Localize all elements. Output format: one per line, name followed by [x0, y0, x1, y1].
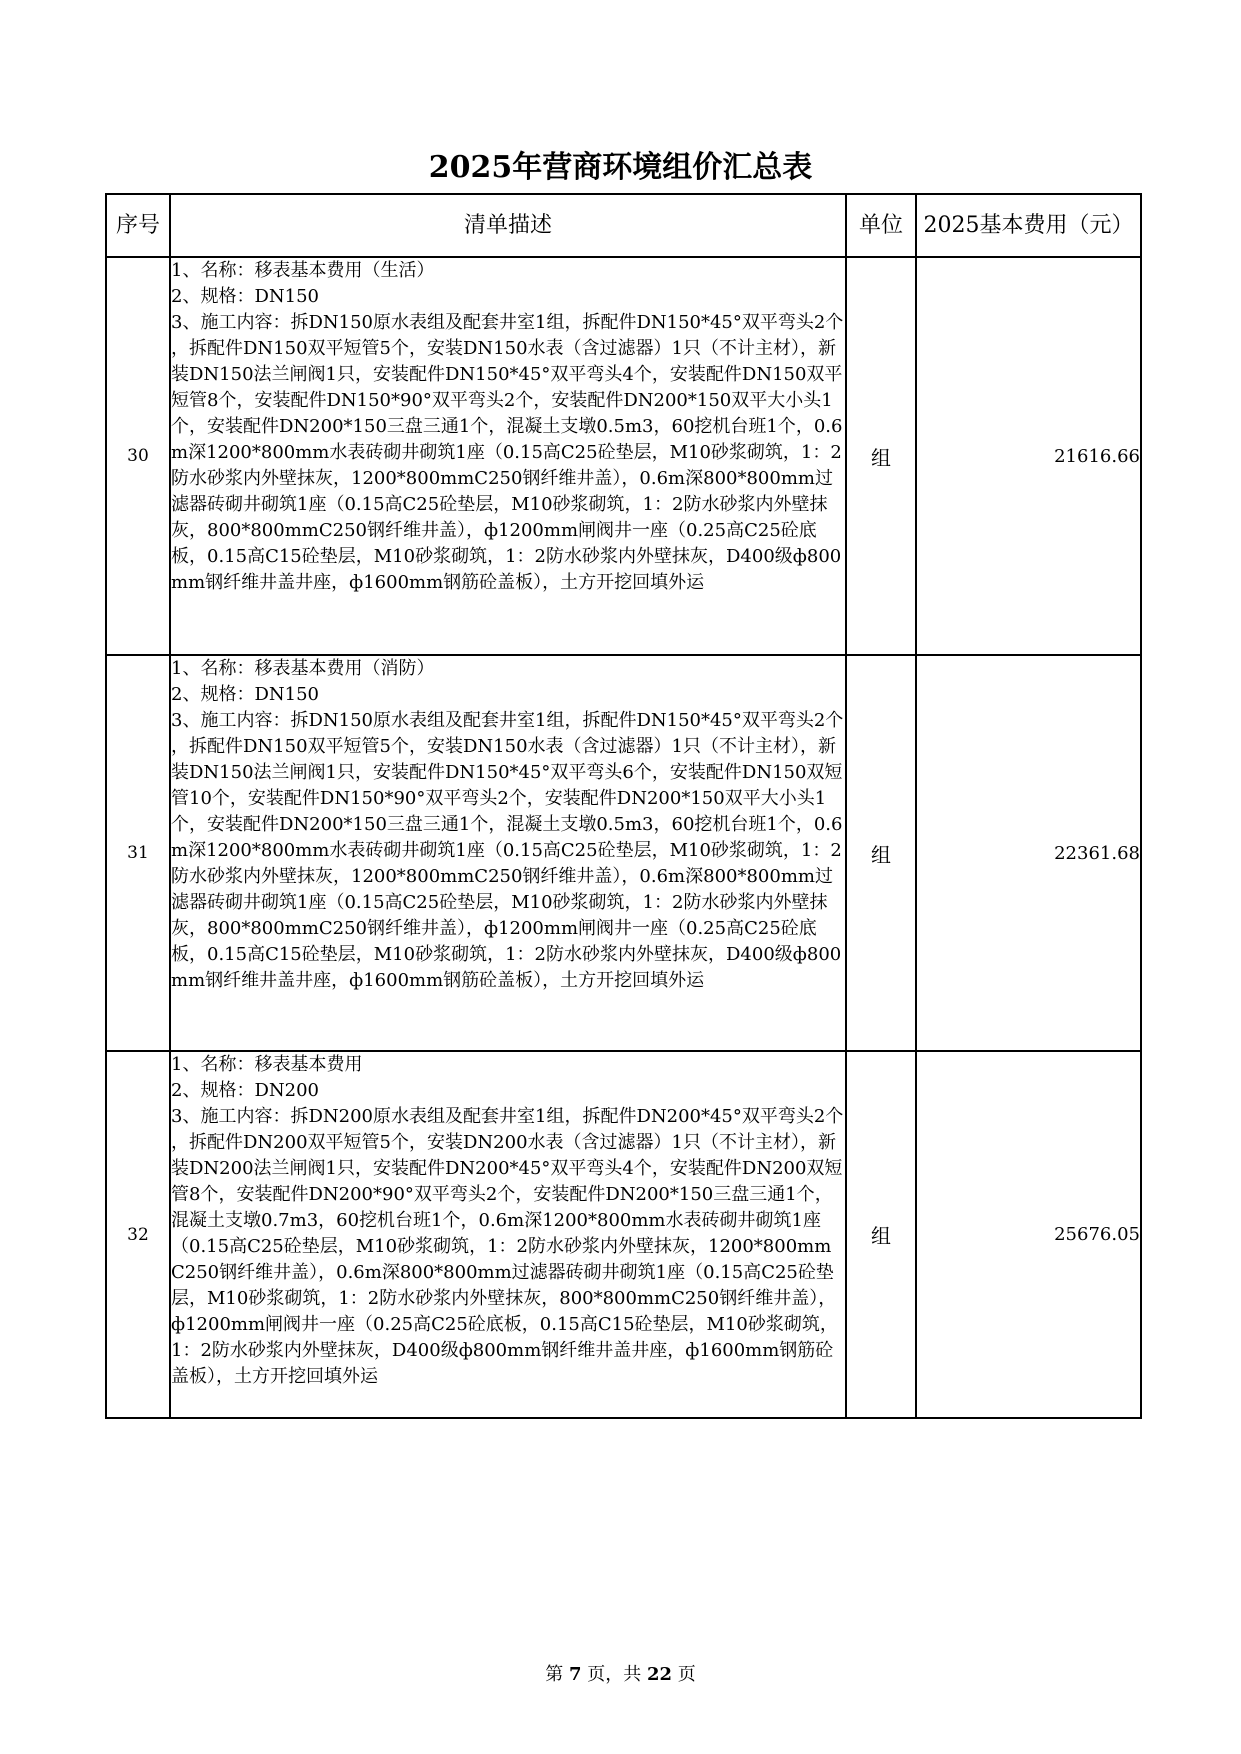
- table-row: [106, 257, 1141, 655]
- header-serial-no: 序号: [106, 194, 170, 257]
- desc-work-line: 3、施工内容：拆DN150原水表组及配套井室1组，拆配件DN150*45°双平弯头2个 ，拆配件DN150双平短管5个，安装DN150水表（含过滤器）1只（不计主材），新装DN150法兰闸阀1只，安装配件DN150*45°双平弯头6个，安装配件DN150双短管10个，安装配件DN150*90°双平弯头2个，安装配件DN200*150双平大小头1个，安装配件DN200*150三盘三通1个，混凝土支墩0.5m3，60挖机台班1个，0.6m深1200*800mm水表砖砌井砌筑1座（0.15高C25砼垫层，M10砂浆砌筑，1：2防水砂浆内外壁抹灰，1200*800mmC250钢纤维井盖），0.6m深800*800mm过滤器砖砌井砌筑1座（0.15高C25砼垫层，M10砂浆砌筑，1：2防水砂浆内外壁抹灰，800*800mmC250钢纤维井盖），ф1200mm闸阀井一座（0.25高C25砼底板，0.15高C15砼垫层，M10砂浆砌筑，1：2防水砂浆内外壁抹灰，D400级ф800mm钢纤维井盖井座，ф1600mm钢筋砼盖板），土方开挖回填外运: [171, 710, 844, 991]
- desc-work-line: 3、施工内容：拆DN200原水表组及配套井室1组，拆配件DN200*45°双平弯头2个 ，拆配件DN200双平短管5个，安装DN200水表（含过滤器）1只（不计主材），新装DN200法兰闸阀1只，安装配件DN200*45°双平弯头4个，安装配件DN200双短管8个，安装配件DN200*90°双平弯头2个，安装配件DN200*150三盘三通1个，混凝土支墩0.7m3，60挖机台班1个，0.6m深1200*800mm水表砖砌井砌筑1座（0.15高C25砼垫层，M10砂浆砌筑，1：2防水砂浆内外壁抹灰，1200*800mmC250钢纤维井盖），0.6m深800*800mm过滤器砖砌井砌筑1座（0.15高C25砼垫层，M10砂浆砌筑，1：2防水砂浆内外壁抹灰，800*800mmC250钢纤维井盖），ф1200mm闸阀井一座（0.25高C25砼底板，0.15高C15砼垫层，M10砂浆砌筑，1：2防水砂浆内外壁抹灰，D400级ф800mm钢纤维井盖井座，ф1600mm钢筋砼盖板），土方开挖回填外运: [171, 1106, 844, 1387]
- footer-prefix: 第: [545, 1664, 564, 1685]
- page-footer: [0, 1660, 1241, 1686]
- row-base-fee: 21616.66: [916, 257, 1141, 655]
- row-base-fee: 25676.05: [916, 1051, 1141, 1418]
- header-base-fee: 2025基本费用（元）: [916, 194, 1141, 257]
- header-unit: 单位: [846, 194, 916, 257]
- footer-middle: 页，共: [587, 1664, 642, 1685]
- table-header-row: [106, 194, 1141, 257]
- row-unit: 组: [846, 257, 916, 655]
- footer-total-pages: 22: [646, 1664, 673, 1685]
- row-serial-no: 32: [106, 1051, 170, 1418]
- summary-table: [105, 193, 1142, 1419]
- row-serial-no: 30: [106, 257, 170, 655]
- desc-spec-line: 2、规格：DN150: [171, 286, 319, 307]
- row-description: [170, 655, 846, 1051]
- desc-spec-line: 2、规格：DN150: [171, 684, 319, 705]
- row-description: [170, 1051, 846, 1418]
- page-title: 2025年营商环境组价汇总表: [428, 150, 813, 185]
- table-row: [106, 1051, 1141, 1418]
- desc-spec-line: 2、规格：DN200: [171, 1080, 319, 1101]
- table-row: [106, 655, 1141, 1051]
- row-unit: 组: [846, 655, 916, 1051]
- row-base-fee: 22361.68: [916, 655, 1141, 1051]
- row-serial-no: 31: [106, 655, 170, 1051]
- desc-work-line: 3、施工内容：拆DN150原水表组及配套井室1组，拆配件DN150*45°双平弯头2个 ，拆配件DN150双平短管5个，安装DN150水表（含过滤器）1只（不计主材），新装DN150法兰闸阀1只，安装配件DN150*45°双平弯头4个，安装配件DN150双平短管8个，安装配件DN150*90°双平弯头2个，安装配件DN200*150双平大小头1个，安装配件DN200*150三盘三通1个，混凝土支墩0.5m3，60挖机台班1个，0.6m深1200*800mm水表砖砌井砌筑1座（0.15高C25砼垫层，M10砂浆砌筑，1：2防水砂浆内外壁抹灰，1200*800mmC250钢纤维井盖），0.6m深800*800mm过滤器砖砌井砌筑1座（0.15高C25砼垫层，M10砂浆砌筑，1：2防水砂浆内外壁抹灰，800*800mmC250钢纤维井盖），ф1200mm闸阀井一座（0.25高C25砼底板，0.15高C15砼垫层，M10砂浆砌筑，1：2防水砂浆内外壁抹灰，D400级ф800mm钢纤维井盖井座，ф1600mm钢筋砼盖板），土方开挖回填外运: [171, 312, 844, 593]
- desc-name-line: 1、名称：移表基本费用（消防）: [171, 658, 435, 679]
- desc-name-line: 1、名称：移表基本费用（生活）: [171, 260, 435, 281]
- header-description: 清单描述: [170, 194, 846, 257]
- footer-suffix: 页: [677, 1664, 696, 1685]
- row-description: [170, 257, 846, 655]
- desc-name-line: 1、名称：移表基本费用: [171, 1054, 363, 1075]
- footer-page-number: 7: [568, 1664, 582, 1685]
- row-unit: 组: [846, 1051, 916, 1418]
